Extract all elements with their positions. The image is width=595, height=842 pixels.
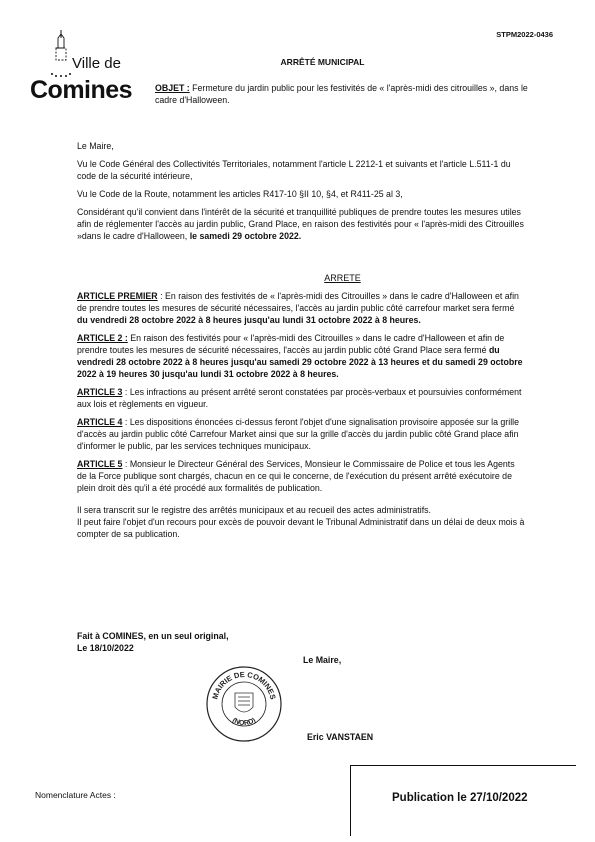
le-maire-heading: Le Maire, [77, 141, 114, 151]
article-5-text: Monsieur le Directeur Général des Services, Monsieur le Commissaire de Police et tous les Agents de la Force publique sont chargés, chacun en ce qui le concerne, de l'exécution du présent arrêté exécutoire de plein droit dès qu'il a été procédé aux formalités de publication. [77, 459, 515, 493]
belfry-icon [48, 30, 74, 78]
vu-cgct: Vu le Code Général des Collectivités Territoriales, notamment l'article L 2212-1 et suivants et l'article L.511-1 du code de la sécurité intérieure, [77, 159, 511, 181]
article-2-label: ARTICLE 2 : [77, 333, 128, 343]
coat-of-arms-icon [235, 693, 253, 712]
article-3-label: ARTICLE 3 [77, 387, 123, 397]
arrete-heading: ARRETE [324, 273, 361, 283]
signature-date: Le 18/10/2022 [77, 643, 134, 653]
logo-ville-text: Ville de [72, 55, 121, 72]
objet-label: OBJET : [155, 83, 190, 93]
considerant-date: le samedi 29 octobre 2022. [189, 231, 302, 241]
article-4-text: Les dispositions énoncées ci-dessus feront l'objet d'une signalisation provisoire apposée sur la grille d'accès au jardin public côté Carrefour Market ainsi que sur la grille d'accès du jardin public côté Grand place afin d'informer le public, par les services techniques municipaux. [77, 417, 519, 451]
document-reference: STPM2022-0436 [496, 30, 553, 39]
signatory-name: Eric VANSTAEN [307, 732, 374, 742]
article-1-text: En raison des festivités de « l'après-midi des Citrouilles » dans le cadre d'Halloween et afin de prendre toutes les mesures de sécurité nécessaires, l'accès au jardin public côté carrefour market sera fermé [77, 291, 519, 313]
nomenclature-label: Nomenclature Actes : [35, 790, 116, 800]
objet-section [155, 82, 550, 106]
publication-date: Publication le 27/10/2022 [392, 792, 528, 804]
logo-comines-text: Comines [30, 76, 133, 104]
article-2-text: En raison des festivités pour « l'après-midi des Citrouilles » dans le cadre d'Halloween et afin de prendre toutes les mesures de sécurité nécessaires, l'accès au jardin public côté Grand Place sera fermé [77, 333, 505, 355]
objet-text: Fermeture du jardin public pour les festivités de « l'après-midi des citrouilles », dans le cadre d'Halloween. [155, 83, 528, 105]
article-5: ARTICLE 5 : Monsieur le Directeur Général des Services, Monsieur le Commissaire de Police et tous les Agents de la Force publique sont chargés, chacun en ce qui le concerne, de l'exécution du présent arrêté exécutoire de plein droit dès qu'il a été procédé aux formalités de publication. [77, 459, 515, 493]
article-3-text: Les infractions au présent arrêté seront constatées par procès-verbaux et poursuivies conformément aux lois et règlements en vigueur. [77, 387, 522, 409]
fait-a: Fait à COMINES, en un seul original, [77, 631, 229, 641]
vu-code-route: Vu le Code de la Route, notamment les articles R417-10 §II 10, §4, et R411-25 al 3, [77, 189, 403, 199]
article-2-dates: du vendredi 28 octobre 2022 à 8 heures jusqu'au samedi 29 octobre 2022 à 13 heures et du samedi 29 octobre 2022 à 19 heures 30 jusqu'au lundi 31 octobre 2022 à 8 heures. [77, 345, 523, 379]
mairie-stamp [205, 665, 283, 743]
svg-text:MAIRIE DE COMINES: MAIRIE DE COMINES [210, 669, 278, 701]
article-4: ARTICLE 4 : Les dispositions énoncées ci-dessus feront l'objet d'une signalisation provisoire apposée sur la grille d'accès au jardin public côté Carrefour Market ainsi que sur la grille d'accès du jardin public côté Grand place afin d'informer le public, par les services techniques municipaux. [77, 417, 519, 451]
article-1: ARTICLE PREMIER : En raison des festivités de « l'après-midi des Citrouilles » dans le cadre d'Halloween et afin de prendre toutes les mesures de sécurité nécessaires, l'accès au jardin public côté carrefour market sera fermé du vendredi 28 octobre 2022 à 8 heures jusqu'au lundi 31 octobre 2022 à 8 heures. [77, 291, 519, 325]
document-title: ARRÊTÉ MUNICIPAL [280, 57, 365, 67]
article-2 [77, 332, 525, 380]
closing-recours: Il peut faire l'objet d'un recours pour excès de pouvoir devant le Tribunal Administratif dans un délai de deux mois à compter de sa publication. [77, 517, 525, 539]
articles-section [77, 290, 525, 540]
svg-text:(NORD): (NORD) [230, 717, 258, 728]
article-1-label: ARTICLE PREMIER [77, 291, 158, 301]
article-5-label: ARTICLE 5 [77, 459, 123, 469]
article-3: ARTICLE 3 : Les infractions au présent arrêté seront constatées par procès-verbaux et poursuivies conformément aux lois et règlements en vigueur. [77, 387, 522, 409]
intro-section [77, 140, 525, 242]
article-4-label: ARTICLE 4 [77, 417, 123, 427]
considerant-text: Considérant qu'il convient dans l'intérêt de la sécurité et tranquillité publiques de prendre toutes les mesures utiles afin de réglementer l'accès au jardin public, Grand Place, en raison des festivités pour « l'après-midi des Citrouilles »dans le cadre d'Halloween, [77, 207, 524, 241]
signature-le-maire: Le Maire, [303, 655, 342, 665]
considerant [77, 206, 525, 242]
signature-place-date [77, 630, 525, 654]
article-1-dates: du vendredi 28 octobre 2022 à 8 heures jusqu'au lundi 31 octobre 2022 à 8 heures. [77, 315, 421, 325]
closing-transcrit: Il sera transcrit sur le registre des arrêtés municipaux et au recueil des actes administratifs. [77, 505, 431, 515]
